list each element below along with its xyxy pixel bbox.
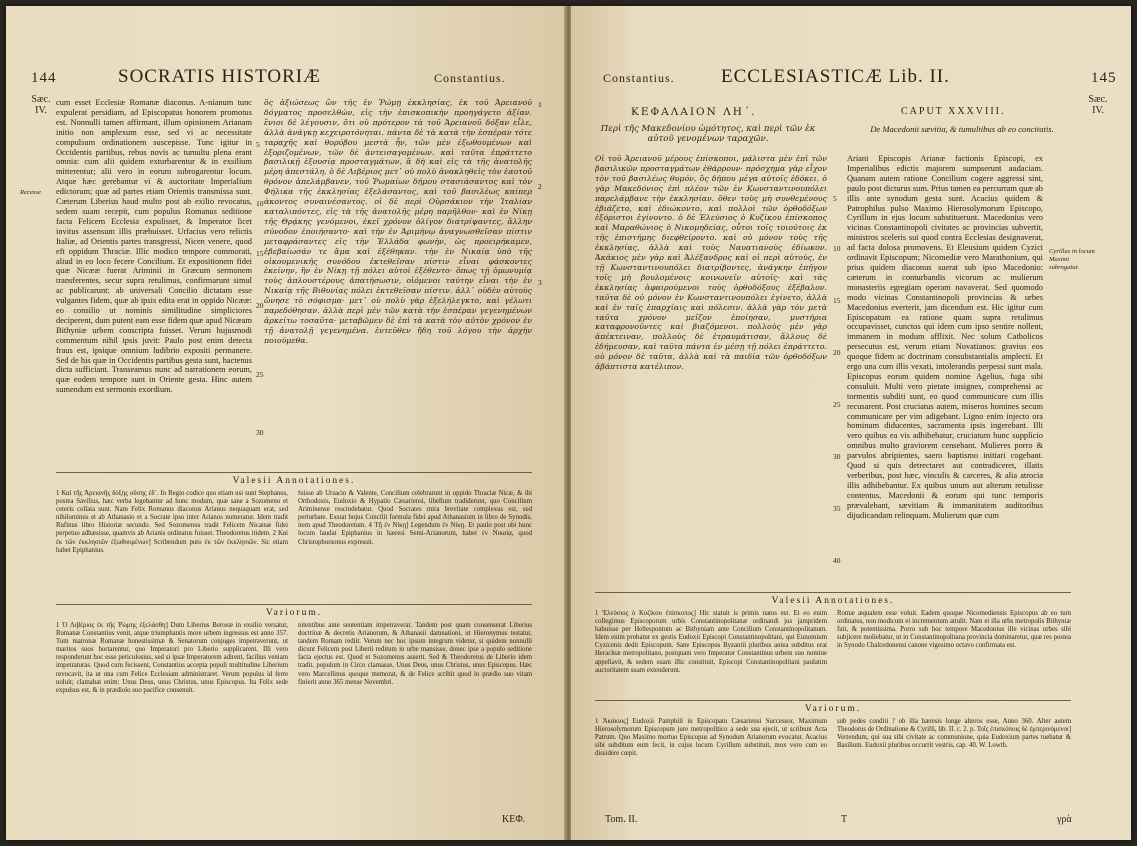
- right-footer-volume: Tom. II.: [605, 814, 638, 825]
- left-notes-heading: Valesii Annotationes.: [232, 476, 356, 486]
- left-variorum-col-a: 1 Ὁ Λιβέριος ἐκ τῆς Ῥώμης ἐξελάσθη] Dum Liberius Beroeæ in exsilio versatur, Romanæ Constantius venit, atque triumphantis more urbem ingressus est anno 357. Tum matronæ Romanæ honestissimæ & Senatorum conjuges impetraverunt, ut maritos suos hortarentur, quo Imperatori pro Liberio supplicarent. Illi vero responderunt hoc esse periculosius, sed si ipsæ Imperatorem adirent, facilius veniam impetraturas. Quod cum fecissent, Constantius accepta populi multitudine Liberium revocavit, ita ut una cum Felice Ecclesiam administraret. Verum populus id ferre noluit; clamabat enim: Unus Deus, unus Christus, unus Episcopus. Ita Felix sede expulsus est, & in prædiolo suo pacifice consenuit.: [56, 622, 288, 694]
- left-greek-column: [264, 98, 532, 466]
- right-notes-rule: [595, 592, 1071, 593]
- right-saec-label: Sæc. IV.: [1088, 94, 1108, 116]
- left-page-number: 144: [31, 70, 57, 86]
- left-running-title: SOCRATIS HISTORIÆ: [118, 66, 321, 87]
- chapter-heading-greek: ΚΕΦΑΛΑΙΟΝ ΛΗ΄.: [631, 106, 757, 118]
- right-running-title: ECCLESIASTICÆ Lib. II.: [721, 66, 950, 87]
- left-notes-rule: [56, 472, 532, 473]
- left-latin-text: cum esset Ecclesiæ Romanæ diaconus. A-nianum tunc expulerat persidiam, ad Episcopatus honorem promotus est. Nonnulli tamen affirmant, illum opinionem Arianam initio non amplexum esse, sed vi ac necessitate compulsum ordinationem suscepisse. Tunc igitur in Occidentis partibus, rebus novis ac tumultu plena erant omnia: cum alii quidem exturbarentur & in exsilium mitterentur; alii vero in eorum subrogarentur locum. Atque hæc gerebantur vi & auctoritate Imperialium edictorum; quæ ad partes etiam Orientis transmissa sunt. Cæterum Liberius haud multo post ab exilio revocatus, sedem suam recepit, cum populus Romanus seditione facta Felicem Ecclesia expulisset, & Imperator licet invitus assensum illis præbuisset. Urfacius vero relictis Italiæ, ad Orientis partes transgressi, Nicen venere, quod eft oppidum Thraciæ. Illic modico tempore commorati, aliud in eo loco fecere Concilium. Et expositionem fidei quæ Nicææ fuerat Ariminii in Græcum sermonem transferentes, secur supra retulimus, confirmarunt simul ac publicarunt: ab universali Concilio dictatam esse vulgantes fidem, quæ ab ipsis edita erat in oppido Nicææ: eo consilio ut nominis similitudine simpliciores deciperent, dum putent eam esse fidem quæ apud Nicæam Bithyniæ urbem conscripta fuisset. Verum hujusmodi commentum nihil ipsis juvit: Paulo post enim detecta fraus est, ipsique omnium ludibrio expositi permanere. Sed de his quæ in Occidentis partibus gesta sunt, hactenus dicta sufficiant. Transeamus nunc ad narrationem eorum, quæ eodem tempore sunt in Oriente gesta. Hinc autem sumendum est sermonis exordium.: [56, 98, 252, 395]
- right-greek-column: [595, 154, 827, 586]
- left-catchword: ΚΕΦ.: [502, 814, 526, 825]
- chapter-subtitle-latin: De Macedonii sævitia, & tumultibus ab eo concitatis.: [870, 124, 1054, 134]
- left-notes-col-a: 1 Καὶ τῆς Ἀρειανῆς δόξης οὔσης ἐδ᾽. In Regio codice quo etiam usi sunt Stephanus, postea Savilius, hæc verba legebantur ad hunc modum, quæ sane a Sozomeno et ceteris collata sunt. Nam Felix Romanus diaconus Arianus nequaquam erat, sed nihilominus et ab Athanasio et a Socrate ipso inter Arianos numeratur. Idem tradit Rufinus libro Historiæ secundo. Sed Sozomenus tradit Felicem Nicænæ fidei perpetuo adhæsisse, quamvis ab Arianis ordinatus fuisset. Theodoretus itidem. 2 Καὶ ἐκ τῶν ἐκκλησιῶν ἐξωθουμένων] Scribendum puto ἐκ τῶν ἐκκλησιῶν. Sic etiam habet Epiphanius.: [56, 490, 288, 554]
- right-variorum-rule: [595, 700, 1071, 701]
- right-footer-signature: T: [841, 814, 848, 825]
- left-variorum-col-b: nitentibus ante sententiam impetraverat. Tandem post quam consenserat Liberius doctrinæ & decretis Arianorum, & Athanasii damnationi, ut Hieronymus testatur, tandem Romam rediit. Verum nec hoc ipsum integrum videtur, si quidem nonnulli dicunt Felicem post Liberii reditum in urbe mansisse, donec ipse a populo seditione facta ejectus est. Quod et Sozomenus asserit. Sed & Theodoretus de Liberio idem tradit, populum in Circo clamasse, Unus Deus, unus Christus, unus Episcopus. Hæc vero Marcellinus quoque memorat, & de Felice scribit quod in prædio suo vitam finierit anno 365 mense Novembri.: [298, 622, 532, 686]
- left-running-section: Constantius.: [434, 71, 506, 85]
- left-variorum-rule: [56, 604, 532, 605]
- right-page-number: 145: [1091, 70, 1117, 86]
- chapter-heading-latin: CAPUT XXXVIII.: [901, 106, 1006, 117]
- right-notes-col-a: 1 Ἐλεύσιος ὁ Κυζίκου ἐπίσκοπος] Hic statuit is primis natus est. Et eo enim collegimus Episcoporum urbis Constantinopolitanæ ordinandi jus jampridem habuisse per Hellespontum ac Bithyniam ante Concilium Constantinopolitanum. Idem enim probatur ex gestis Eudoxii Episcopi Constantinopolitani, qui Eunomium Cyzicenis dedit Episcopum. Sane Episcopus Byzantii pluribus antea subditus erat Heracleæ metropolitano, postquam vero Imperator Constantinus urbem suo nomine appellavit, & sedem suam illic constituit, Episcopi Constantinopolitani paulatim auctoritatem suam extenderunt.: [595, 610, 827, 674]
- left-margin-note: Recesse: [20, 189, 41, 196]
- left-running-head: [26, 66, 546, 92]
- book-spread: [6, 6, 1131, 840]
- left-page: 144 SOCRATIS HISTORIÆ Constantius. Sæc. IV. cum esset Ecclesiæ Romanæ diaconus. A-nianum tunc expulerat persidiam, ad Episcopatus honorem promotus est. Nonnulli tamen affirmant, illum opinionem Arianam initio non amplexum esse, sed vi ac necessitate compulsum ordinationem suscepisse. Tunc igitur in Occidentis partibus, rebus novis ac tumultu plena erant omnia: cum alii quidem exturbarentur & in exsilium mitterentur; alii vero in eorum subrogarentur locum. Atque hæc gerebantur vi & auctoritate Imperialium edictorum; quæ ad partes etiam Orientis transmissa sunt. Cæterum Liberius haud multo post ab exilio revocatus, sedem suam recepit, cum populus Romanus seditione facta Felicem Ecclesia expulisset, & Imperator licet invitus assensum illis præbuisset. Urfacius vero relictis Italiæ, ad Orientis partes transgressi, Nicen venere, quod eft oppidum Thraciæ. Illic modico tempore commorati, aliud in eo loco fecere Concilium. Et expositionem fidei quæ Nicææ fuerat Ariminii in Græcum sermonem transferentes, secur supra retulimus, confirmarunt simul ac publicarunt: ab universali Concilio dictatam esse vulgantes fidem, quæ ab ipsis edita erat in oppido Nicææ: eo consilio ut nominis similitudine simpliciores deciperent, dum putent eam esse fidem quæ apud Nicæam Bithyniæ urbem conscripta fuisset. Verum hujusmodi commentum nihil ipsis juvit: Paulo post enim detecta fraus est, ipsique omnium ludibrio expositi permanere. Sed de his quæ in Occidentis partibus gesta sunt, hactenus dicta sufficiant. Transeamus nunc ad narrationem eorum, quæ eodem tempore sunt in Oriente gesta. Hinc autem sumendum est sermonis exordium. Recesse ὃς ἀξιώσεως ὢν τῆς ἐν Ῥώμῃ ἐκκλησίας, ἐκ τοῦ Ἀρειανοῦ δόγματος προσελθὼν, εἰς τὴν ἐπισκοπικὴν προηγάγετο ἀξίαν. ἔνιοι δὲ λέγουσιν, ὅτι οὐ πρότερον τὰ τοῦ Ἀρειανοῦ δόξαν εἶλε, ἀλλὰ ἀνάγκῃ κεχειροτόνηται. πάντα δὲ τὰ κατὰ τὴν ἑσπέραν τότε ταραχῆς καὶ θορύβου μεστὰ ἦν, τῶν μὲν ἐξωθουμένων καὶ ἐξοριζομένων, τῶν δὲ ἀντεισαγομένων. καὶ ταῦτα ἐπράττετο βασιλικῇ ἐξουσίᾳ προσταγμάτων, ἃ δὴ καὶ εἰς τὰ τῆς ἀνατολῆς μέρη ἀπεστάλη. ὁ δὲ Λιβέριος μετ᾽ οὐ πολὺ ἀνακληθεὶς τὸν ἑαυτοῦ θρόνον ἀπελάμβανεν, τοῦ Ῥωμαίων δήμου στασιάσαντος καὶ τὸν Φήλικα τῆς ἐκκλησίας ἐξελάσαντος, καὶ τοῦ βασιλέως καίπερ ἀκοντος συναινέσαντος. οἱ δὲ περὶ Οὐρσάκιον τὴν Ἰταλίαν καταλιπόντες, εἰς τὰ τῆς ἀνατολῆς μέρη παρῆλθον· καὶ ἐν Νίκῃ τῆς Θρᾴκης γενόμενοι, ἐκεῖ χρόνον ὀλίγον διατρίψαντες, ἄλλην σύνοδον ἐποιήσαντο· καὶ τὴν ἐν Ἀριμήνῳ ἀναγνωσθεῖσαν πίστιν μεταφράσαντες εἰς τὴν Ἑλλάδα φωνὴν, ὡς προειρήκαμεν, ἐβεβαίωσάν τε ἅμα καὶ ἐξέθηκαν. τὴν ἐν Νικαίᾳ ὑπὸ τῆς οἰκουμενικῆς συνόδου ἐκτεθεῖσαν πίστιν εἶναι φάσκοντες ἐκείνην, ἣν ἐν Νίκῃ τῇ πόλει αὐτοὶ ἐξέθεντο· ὅπως τῇ ὁμωνυμίᾳ τοὺς ἁπλουστέρους ἀπατήσωσιν, οἰόμενοι ταύτην εἶναι τὴν ἐν Νικαίᾳ τῆς Βιθυνίας πόλει ἐκτεθεῖσαν πίστιν. ἀλλ᾽ οὐδὲν αὐτοὺς ὤνησε τὸ σόφισμα· μετ᾽ οὐ πολὺ γὰρ ἐξελήλεγκτο, καὶ γέλωτι παρεδόθησαν. ἀλλὰ περὶ μὲν τῶν κατὰ τὴν ἑσπέραν γεγενημένων ἀρκείτω τοσαῦτα· μεταβῶμεν δὲ ἐπὶ τὰ κατὰ τὸν αὐτὸν χρόνον ἐν τῇ ἀνατολῇ γεγενημένα. ἐντεῦθεν ἤδη τοῦ λόγου τὴν ἀρχὴν ποιούμεθα. 1 5 2 10 15 3 20 25 30 Valesii Annotationes. 1 Καὶ τῆς Ἀρειανῆς δόξης οὔσης ἐδ᾽. In Regio codice quo etiam usi sunt Stephanus, postea Savilius, hæc verba legebantur ad hunc modum, quæ sane a Sozomeno et ceteris collata sunt. Nam Felix Romanus diaconus Arianus nequaquam erat, sed nihilominus et ab Athanasio et a Socrate ipso inter Arianos numeratur. Idem tradit Rufinus libro Historiæ secundo. Sed Sozomenus tradit Felicem Nicænæ fidei perpetuo adhæsisse, quamvis ab Arianis ordinatus fuisset. Theodoretus itidem. 2 Καὶ ἐκ τῶν ἐκκλησιῶν ἐξωθουμένων] Scribendum puto ἐκ τῶν ἐκκλησιῶν. Sic etiam habet Epiphanius. fuisse ab Ursacio & Valente, Concilium celebrarunt in oppido Thraciæ Nicæ, & ibi Orthodoxis, Eudoxio & Hypatio Cæsariensi, libellum tradiderunt, quo Concilium Ariminense rescindebatur. Quod Socrates mira brevitate complexus est, sed perturbate. Exstat hujus Concilii formula fidei apud Athanasium in libro de Synodis, item apud Theodoretum. 4 Τῇ ἐν Νίκῃ] Legendum ἐν Νίκῃ. Et paulo post ubi hunc locum laudat Epiphanius in hæresi Semi-Arianorum, habet ἐν Νικαίᾳ, quod Christophorsonus expressit. Variorum. 1 Ὁ Λιβέριος ἐκ τῆς Ῥώμης ἐξελάσθη] Dum Liberius Beroeæ in exsilio versatur, Romanæ Constantius venit, atque triumphantis more urbem ingressus est anno 357. Tum matronæ Romanæ honestissimæ & Senatorum conjuges impetraverunt, ut maritos suos hortarentur, quo Imperatori pro Liberio supplicarent. Illi vero responderunt hoc esse periculosius, sed si ipsæ Imperatorem adirent, facilius veniam impetraturas. Quod cum fecissent, Constantius accepta populi multitudine Liberium revocavit, ita ut una cum Felice Ecclesiam administraret. Verum populus id ferre noluit; clamabat enim: Unus Deus, unus Christus, unus Episcopus. Ita Felix sede expulsus est, & in prædiolo suo pacifice consenuit. nitentibus ante sententiam impetraverat. Tandem post quam consenserat Liberius doctrinæ & decretis Arianorum, & Athanasii damnationi, ut Hieronymus testatur, tandem Romam rediit. Verum nec hoc ipsum integrum videtur, si quidem nonnulli dicunt Felicem post Liberii reditum in urbe mansisse, donec ipse a populo seditione facta ejectus est. Quod et Sozomenus asserit. Sed & Theodoretus de Liberio idem tradit, populum in Circo clamasse, Unus Deus, unus Christus, unus Episcopus. Hæc vero Marcellinus quoque memorat, & de Felice scribit quod in prædio suo vitam finierit anno 365 mense Novembri. ΚΕΦ.: [6, 6, 566, 840]
- right-latin-text: Ariani Episcopis Arianæ factionis Episcopi, ex Imperialibus edictis majorem sumpserunt audaciam. Quanam autem ratione Concilium cogere aggressi sint, paulo post dicturus sum. Prius tamen ea percurram quæ ab illis ante synodum gesta sunt. Acacius quidem & Patrophilus pulso Maximo Hierosolymorum Episcopo, Cyrillum in ejus locum substituerunt. Macedonius vero vicinas Constantinopoli civitates ac provincias subvertit, ministros sceleris sui quod contra Ecclesias designaverat, ad facta dolosa promovens. Et Eleusium quidem Cyzici ordinavit Episcopum; Nicomediæ vero Marathonium, qui prius quidem diaconus suerat sub ipso Macedonio: cæterum in conturbandis vicorum ac mulierum monasteriis egregiam operam navaverat. Sed quomodo modo vicinas Constantinopoli provincias & urbes Macedonius everterit, jam dicendum est. Hic igitur cum Episcopatum ea ratione quam supra retulimus occupavisset, cunctos qui idem cum ipso sentire nollent, immanem in modum afflixit. Nec solum Catholicos persecutus est, verum etiam Novatianos: gravius eos quoque fidem ac doctrinam consubstantialis amplecti. Et ergo una cum illis vexati, intolerandis perpessi sunt mala. Episcopus eorum quidem nomine Agelius, fuga sibi consuluit. Multi vero pietate insignes, comprehensi ac tormentis subditi sunt, eo quod communicare cum illis recusarent. Post cruciatus autem, miseros homines secum communicare per vim adigebant. Ligno enim injecto ora hominum diducentes, sacramenta ipsis ingerebant. Illi vero quibus ea vis adhibebatur, cruciatum hunc supplicio omnibus multo graviorem censebant. Mulieres porro & parvulos abripientes, saero baptismo initiari cogebant. Quod si quis detrectaret aut contradiceret, illatis verberibus, post hæc, vinculis & carceres, & alia atrocia illis adhibebantur. Ex quibus unum aut alterum retulisse contentus, Macedonii & eorum qui tunc temporis prævalebant, sævitiam & immanitatem auditoribus dijudicandam relinquam. Mulierum quæ cum: [847, 154, 1043, 520]
- right-variorum-heading: Variorum.: [804, 704, 862, 714]
- chapter-subtitle-greek: Περὶ τῆς Μακεδονίου ὠμότητος, καὶ περὶ τῶν ἐκ αὐτοῦ γενομένων ταραχῶν.: [600, 124, 816, 144]
- right-page: Constantius. ECCLESIASTICÆ Lib. II. 145 Sæc. IV. ΚΕΦΑΛΑΙΟΝ ΛΗ΄. CAPUT XXXVIII. Περὶ τῆς Μακεδονίου ὠμότητος, καὶ περὶ τῶν ἐκ αὐτοῦ γενομένων ταραχῶν. De Macedonii sævitia, & tumultibus ab eo concitatis. Οἱ τοῦ Ἀρειανοῦ μέρους ἐπίσκοποι, μάλιστα μὲν ἐπὶ τῶν βασιλικῶν προσταγμάτων ἐθάρρουν· πρόσχημα γὰρ εἶχον τὸν τοῦ βασιλέως θυμόν, ὃς δήπου μέγα αὐτοῖς ἐδόκει. ὁ γὰρ Μακεδόνιος ἐπὶ πλέον τῶν ἐν Κωνσταντινουπόλει παρελάμβανε τὴν ἐκκλησίαν. ὅθεν τοὺς μὴ συνθεμένους ἐβιάζετο, καὶ ἐδιώκοντο, καὶ πολλοὶ τῶν ὀρθοδόξων ἐξόριστοι ἐγίνοντο. ὁ δὲ Ἐλεύσιος ὁ Κυζίκου ἐπίσκοπος καὶ Μαραθώνιος ὁ Νικομηδείας, οὗτοι τοῖς τοιούτοις ἐκ τῆς ἐπιστήμης διεφθείροντο. καὶ οὐ μόνον τοὺς τῆς ἐκκλησίας, ἀλλὰ καὶ τοὺς Ναυατιανοὺς ἐδίωκον. Ἀκάκιος μὲν γὰρ καὶ Ἀλέξανδρος καὶ οἱ περὶ αὐτοὺς, ἐν τῇ Κωνσταντινουπόλει διατρίβοντες, ἀνάγκην ἐπῆγον τοῖς μὴ βουλομένοις κοινωνεῖν αὐτοῖς· καὶ τὰς ἐκκλησίας ἀφαιρούμενοι τοὺς ὀρθοδόξους ἐξέβαλον. ταῦτα δὲ οὐ μόνον ἐν Κωνσταντινουπόλει ἐγίνετο, ἀλλὰ καὶ ἐν ταῖς ἐπαρχίαις καὶ πόλεσιν. ἀλλὰ γὰρ τὸν μετὰ ταῦτα χρόνον μεῖζον ἐποίησαν, μυστήρια καταφρονοῦντες καὶ βιαζόμενοι. πολλοὺς μὲν γὰρ ἀπέκτειναν, πολλοὺς δὲ ἐτραυμάτισαν, ἄλλους δὲ ἐδήμευσαν, καὶ ταῦτα πάντα ἐν μέσῃ τῇ πόλει ἐπράττετο. οὐ μόνον δὲ ταῦτα, ἀλλὰ καὶ τὰ παιδία τῶν ὀρθοδόξων ἀβάπτιστα κατέλιπον. Ariani Episcopis Arianæ factionis Episcopi, ex Imperialibus edictis majorem sumpserunt audaciam. Quanam autem ratione Concilium cogere aggressi sint, paulo post dicturus sum. Prius tamen ea percurram quæ ab illis ante synodum gesta sunt. Acacius quidem & Patrophilus pulso Maximo Hierosolymorum Episcopo, Cyrillum in ejus locum substituerunt. Macedonius vero vicinas Constantinopoli civitates ac provincias subvertit, ministros sceleris sui quod contra Ecclesias designaverat, ad facta dolosa promovens. Et Eleusium quidem Cyzici ordinavit Episcopum; Nicomediæ vero Marathonium, qui prius quidem diaconus suerat sub ipso Macedonio: cæterum in conturbandis vicorum ac mulierum monasteriis egregiam operam navaverat. Sed quomodo modo vicinas Constantinopoli provincias & urbes Macedonius everterit, jam dicendum est. Hic igitur cum Episcopatum ea ratione quam supra retulimus occupavisset, cunctos qui idem cum ipso sentire nollent, immanem in modum afflixit. Nec solum Catholicos persecutus est, verum etiam Novatianos: gravius eos quoque fidem ac doctrinam consubstantialis amplecti. Et ergo una cum illis vexati, intolerandis perpessi sunt mala. Episcopus eorum quidem nomine Agelius, fuga sibi consuluit. Multi vero pietate insignes, comprehensi ac tormentis subditi sunt, eo quod communicare cum illis recusarent. Post cruciatus autem, miseros homines secum communicare per vim adigebant. Ligno enim injecto ora hominum diducentes, sacramenta ipsis ingerebant. Illi vero quibus ea vis adhibebatur, cruciatum hunc supplicio omnibus multo graviorem censebant. Mulieres porro & parvulos abripientes, saero baptismo initiari cogebant. Quod si quis detrectaret aut contradiceret, illatis verberibus, post hæc, vinculis & carceres, & alia atrocia illis adhibebantur. Ex quibus unum aut alterum retulisse contentus, Macedonii & eorum qui tunc temporis prævalebant, sævitiam & immanitatem auditoribus dijudicandam relinquam. Mulierum quæ cum Cyrillus in locum Maximi subrogatur. 5 10 15 20 25 30 35 40 Valesii Annotationes. 1 Ἐλεύσιος ὁ Κυζίκου ἐπίσκοπος] Hic statuit is primis natus est. Et eo enim collegimus Episcoporum urbis Constantinopolitanæ ordinandi jus jampridem habuisse per Hellespontum ac Bithyniam ante Concilium Constantinopolitanum. Idem enim probatur ex gestis Eudoxii Episcopi Constantinopolitani, qui Eunomium Cyzicenis dedit Episcopum. Sane Episcopus Byzantii pluribus antea subditus erat Heracleæ metropolitano, postquam vero Imperator Constantinus urbem suo nomine appellavit, & sedem suam illic constituit, Episcopi Constantinopolitani paulatim auctoritatem suam extenderunt. Romæ æqualem esse voluit. Eadem quoque Nicomediensis Episcopus ab eo tum ordinatus, non modicum ei incrementum attulit. Nam et illa urbs metropolis Bithyniæ fuit, & potentissima. Porro sub hoc tempore Macedonius ille vicinas urbes sibi subjicere moliebatur, ut in Constantinopolitana provincia dominaretur, quæ res postea in Synodo Chalcedonensi canone vigesimo octavo confirmata est. Variorum. 1 Ἀκάκιος] Eudoxii Pamphili in Episcopatu Cæsariensi Successor, Maximum Hierosolymorum Episcopum jure metropolitico a sede sua ejecit, ut scribunt Acta Patrum. Quo Maximo mortuo Episcopus ad Synodum Arianorum evocatur. Acacius sibi subditum eum fecit, in cujus locum Cyrillum substituit, mox vero cum eo dissidere cœpit. sub pedes conditi ? ob illa hæresis longe alteros esse, Anno 360. Alter autem Theodorus de Ordinatione & Cyrilli, lib. II. c. 2. p. Τοῖς ἐπισκόποις δὲ ἐμπερινόμενοι] Vertendum, qui sua sibi civitate ac communione, quia Eudoxium partes tuebatur & Basilium. Eudoxii pluribus occurrit vestris, cap. 40. W. Lowth. Tom. II. T γρὰ: [571, 6, 1131, 840]
- left-saec-label: Sæc. IV.: [31, 94, 51, 116]
- left-notes-col-b: fuisse ab Ursacio & Valente, Concilium celebrarunt in oppido Thraciæ Nicæ, & ibi Orthodoxis, Eudoxio & Hypatio Cæsariensi, libellum tradiderunt, quo Concilium Ariminense rescindebatur. Quod Socrates mira brevitate complexus est, sed perturbate. Exstat hujus Concilii formula fidei apud Athanasium in libro de Synodis, item apud Theodoretum. 4 Τῇ ἐν Νίκῃ] Legendum ἐν Νίκῃ. Et paulo post ubi hunc locum laudat Epiphanius in hæresi Semi-Arianorum, habet ἐν Νικαίᾳ, quod Christophorsonus expressit.: [298, 490, 532, 546]
- left-latin-column: [56, 98, 252, 466]
- right-running-section: Constantius.: [603, 71, 675, 85]
- right-variorum-col-a: 1 Ἀκάκιος] Eudoxii Pamphili in Episcopatu Cæsariensi Successor, Maximum Hierosolymorum Episcopum jure metropolitico a sede sua ejecit, ut scribunt Acta Patrum. Quo Maximo mortuo Episcopus ad Synodum Arianorum evocatur. Acacius sibi subditum eum fecit, in cujus locum Cyrillum substituit, mox vero cum eo dissidere cœpit.: [595, 718, 827, 758]
- right-notes-col-b: Romæ æqualem esse voluit. Eadem quoque Nicomediensis Episcopus ab eo tum ordinatus, non modicum ei incrementum attulit. Nam et illa urbs metropolis Bithyniæ fuit, & potentissima. Porro sub hoc tempore Macedonius ille vicinas urbes sibi subjicere moliebatur, ut in Constantinopolitana provincia dominaretur, quæ res postea in Synodo Chalcedonensi canone vigesimo octavo confirmata est.: [837, 610, 1071, 650]
- right-notes-heading: Valesii Annotationes.: [771, 596, 895, 606]
- left-greek-text: ὃς ἀξιώσεως ὢν τῆς ἐν Ῥώμῃ ἐκκλησίας, ἐκ τοῦ Ἀρειανοῦ δόγματος προσελθὼν, εἰς τὴν ἐπισκοπικὴν προηγάγετο ἀξίαν. ἔνιοι δὲ λέγουσιν, ὅτι οὐ πρότερον τὰ τοῦ Ἀρειανοῦ δόξαν εἶλε, ἀλλὰ ἀνάγκῃ κεχειροτόνηται. πάντα δὲ τὰ κατὰ τὴν ἑσπέραν τότε ταραχῆς καὶ θορύβου μεστὰ ἦν, τῶν μὲν ἐξωθουμένων καὶ ἐξοριζομένων, τῶν δὲ ἀντεισαγομένων. καὶ ταῦτα ἐπράττετο βασιλικῇ ἐξουσίᾳ προσταγμάτων, ἃ δὴ καὶ εἰς τὰ τῆς ἀνατολῆς μέρη ἀπεστάλη. ὁ δὲ Λιβέριος μετ᾽ οὐ πολὺ ἀνακληθεὶς τὸν ἑαυτοῦ θρόνον ἀπελάμβανεν, τοῦ Ῥωμαίων δήμου στασιάσαντος καὶ τὸν Φήλικα τῆς ἐκκλησίας ἐξελάσαντος, καὶ τοῦ βασιλέως καίπερ ἀκοντος συναινέσαντος. οἱ δὲ περὶ Οὐρσάκιον τὴν Ἰταλίαν καταλιπόντες, εἰς τὰ τῆς ἀνατολῆς μέρη παρῆλθον· καὶ ἐν Νίκῃ τῆς Θρᾴκης γενόμενοι, ἐκεῖ χρόνον ὀλίγον διατρίψαντες, ἄλλην σύνοδον ἐποιήσαντο· καὶ τὴν ἐν Ἀριμήνῳ ἀναγνωσθεῖσαν πίστιν μεταφράσαντες εἰς τὴν Ἑλλάδα φωνὴν, ὡς προειρήκαμεν, ἐβεβαίωσάν τε ἅμα καὶ ἐξέθηκαν. τὴν ἐν Νικαίᾳ ὑπὸ τῆς οἰκουμενικῆς συνόδου ἐκτεθεῖσαν πίστιν εἶναι φάσκοντες ἐκείνην, ἣν ἐν Νίκῃ τῇ πόλει αὐτοὶ ἐξέθεντο· ὅπως τῇ ὁμωνυμίᾳ τοὺς ἁπλουστέρους ἀπατήσωσιν, οἰόμενοι ταύτην εἶναι τὴν ἐν Νικαίᾳ τῆς Βιθυνίας πόλει ἐκτεθεῖσαν πίστιν. ἀλλ᾽ οὐδὲν αὐτοὺς ὤνησε τὸ σόφισμα· μετ᾽ οὐ πολὺ γὰρ ἐξελήλεγκτο, καὶ γέλωτι παρεδόθησαν. ἀλλὰ περὶ μὲν τῶν κατὰ τὴν ἑσπέραν γεγενημένων ἀρκείτω τοσαῦτα· μεταβῶμεν δὲ ἐπὶ τὰ κατὰ τὸν αὐτὸν χρόνον ἐν τῇ ἀνατολῇ γεγενημένα. ἐντεῦθεν ἤδη τοῦ λόγου τὴν ἀρχὴν ποιούμεθα.: [264, 98, 532, 345]
- right-variorum-col-b: sub pedes conditi ? ob illa hæresis longe alteros esse, Anno 360. Alter autem Theodorus de Ordinatione & Cyrilli, lib. II. c. 2. p. Τοῖς ἐπισκόποις δὲ ἐμπερινόμενοι] Vertendum, qui sua sibi civitate ac communione, quia Eudoxium partes tuebatur & Basilium. Eudoxii pluribus occurrit vestris, cap. 40. W. Lowth.: [837, 718, 1071, 750]
- right-running-head: [593, 66, 1117, 92]
- right-margin-note: Cyrillus in locum Maximi subrogatur.: [1049, 248, 1095, 271]
- right-latin-column: [847, 154, 1043, 586]
- right-catchword: γρὰ: [1057, 814, 1072, 825]
- left-variorum-heading: Variorum.: [265, 608, 323, 618]
- right-greek-text: Οἱ τοῦ Ἀρειανοῦ μέρους ἐπίσκοποι, μάλιστα μὲν ἐπὶ τῶν βασιλικῶν προσταγμάτων ἐθάρρουν· πρόσχημα γὰρ εἶχον τὸν τοῦ βασιλέως θυμόν, ὃς δήπου μέγα αὐτοῖς ἐδόκει. ὁ γὰρ Μακεδόνιος ἐπὶ πλέον τῶν ἐν Κωνσταντινουπόλει παρελάμβανε τὴν ἐκκλησίαν. ὅθεν τοὺς μὴ συνθεμένους ἐβιάζετο, καὶ ἐδιώκοντο, καὶ πολλοὶ τῶν ὀρθοδόξων ἐξόριστοι ἐγίνοντο. ὁ δὲ Ἐλεύσιος ὁ Κυζίκου ἐπίσκοπος καὶ Μαραθώνιος ὁ Νικομηδείας, οὗτοι τοῖς τοιούτοις ἐκ τῆς ἐπιστήμης διεφθείροντο. καὶ οὐ μόνον τοὺς τῆς ἐκκλησίας, ἀλλὰ καὶ τοὺς Ναυατιανοὺς ἐδίωκον. Ἀκάκιος μὲν γὰρ καὶ Ἀλέξανδρος καὶ οἱ περὶ αὐτοὺς, ἐν τῇ Κωνσταντινουπόλει διατρίβοντες, ἀνάγκην ἐπῆγον τοῖς μὴ βουλομένοις κοινωνεῖν αὐτοῖς· καὶ τὰς ἐκκλησίας ἀφαιρούμενοι τοὺς ὀρθοδόξους ἐξέβαλον. ταῦτα δὲ οὐ μόνον ἐν Κωνσταντινουπόλει ἐγίνετο, ἀλλὰ καὶ ἐν ταῖς ἐπαρχίαις καὶ πόλεσιν. ἀλλὰ γὰρ τὸν μετὰ ταῦτα χρόνον μεῖζον ἐποίησαν, μυστήρια καταφρονοῦντες καὶ βιαζόμενοι. πολλοὺς μὲν γὰρ ἀπέκτειναν, πολλοὺς δὲ ἐτραυμάτισαν, ἄλλους δὲ ἐδήμευσαν, καὶ ταῦτα πάντα ἐν μέσῃ τῇ πόλει ἐπράττετο. οὐ μόνον δὲ ταῦτα, ἀλλὰ καὶ τὰ παιδία τῶν ὀρθοδόξων ἀβάπτιστα κατέλιπον.: [595, 154, 827, 372]
